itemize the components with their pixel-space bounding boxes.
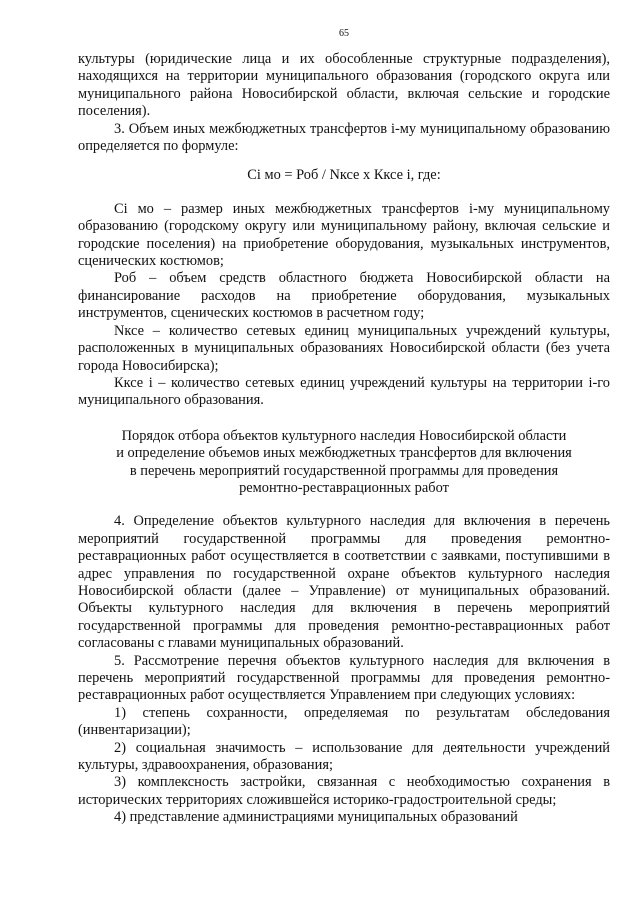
paragraph-3: 3. Объем иных межбюджетных трансфертов i-му муниципальному образованию определяется по формуле:	[78, 120, 610, 155]
section-heading-line: и определение объемов иных межбюджетных трансфертов для включения	[116, 445, 572, 462]
definition-rob: Роб – объем средств областного бюджета Новосибирской области на финансирование расходов на приобретение оборудования, музыкальных инструментов, сценических костюмов в расчетном году;	[78, 270, 610, 322]
definition-kkse: Кксе i – количество сетевых единиц учреждений культуры на территории i-го муниципального образования.	[78, 374, 610, 409]
definition-nkse: Nксе – количество сетевых единиц муниципальных учреждений культуры, расположенных в муниципальных образованиях Новосибирской области (без учета города Новосибирска);	[78, 322, 610, 374]
section-heading-line: Порядок отбора объектов культурного наследия Новосибирской области	[121, 427, 567, 444]
document-page	[78, 28, 610, 827]
paragraph-continuation: культуры (юридические лица и их обособленные структурные подразделения), находящихся на территории муниципального образования (городского округа или муниципального района Новосибирской области, включая сельские и городские поселения).	[78, 51, 610, 120]
formula: Ci мо = Роб / Nксе х Кксе i, где:	[247, 167, 441, 184]
condition-3: 3) комплексность застройки, связанная с необходимостью сохранения в исторических территориях сложившейся историко-градостроительной среды;	[78, 774, 610, 808]
section-heading	[78, 428, 610, 498]
page-number: 65	[339, 28, 349, 39]
definition-ci: Ci мо – размер иных межбюджетных трансфертов i-му муниципальному образованию (городскому округу или муниципальному району, включая сельские и городские поселения) на приобретение оборудования, музыкальных инструментов, сценических костюмов;	[78, 200, 610, 270]
condition-1: 1) степень сохранности, определяемая по результатам обследования (инвентаризации);	[78, 704, 610, 739]
section-heading-line: в перечень мероприятий государственной программы для проведения	[129, 462, 559, 479]
section-heading-line: ремонтно-реставрационных работ	[239, 479, 449, 496]
condition-4: 4) представление администрациями муниципальных образований	[114, 809, 518, 826]
paragraph-5: 5. Рассмотрение перечня объектов культурного наследия для включения в перечень мероприятий государственной программы для проведения ремонтно-реставрационных работ осуществляется Управлением при следующих условиях:	[78, 652, 610, 704]
condition-2: 2) социальная значимость – использование для деятельности учреждений культуры, здравоохранения, образования;	[78, 739, 610, 774]
paragraph-4: 4. Определение объектов культурного наследия для включения в перечень мероприятий государственной программы для проведения ремонтно-реставрационных работ осуществляется в соответствии с заявками, поступившими в адрес управления по государственной охране объектов культурного наследия Новосибирской области (далее – Управление) от муниципальных образований. Объекты культурного наследия для включения в перечень мероприятий государственной программы для проведения ремонтно-реставрационных работ согласованы с главами муниципальных образований.	[78, 513, 610, 652]
